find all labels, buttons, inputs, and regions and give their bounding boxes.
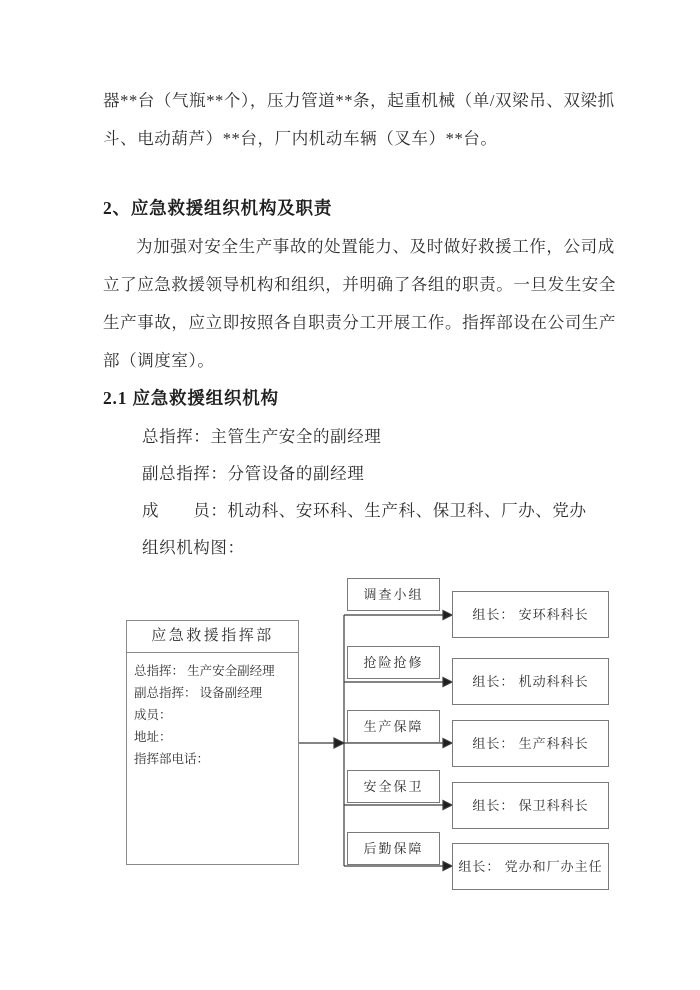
command-box-details (127, 653, 298, 770)
leader-box-production: 组长： 生产科科长 (452, 720, 609, 767)
group-box-production: 生产保障 (347, 710, 440, 743)
arrowhead-icon (443, 611, 452, 620)
leader-box-security: 组长： 保卫科科长 (452, 782, 609, 829)
command-line-deputy: 副总指挥： 设备副经理 (134, 686, 263, 700)
group-box-investigation: 调查小组 (347, 578, 440, 611)
arrowhead-icon (443, 801, 452, 810)
command-line-phone: 指挥部电话： (134, 752, 210, 766)
group-box-security: 安全保卫 (347, 770, 440, 803)
section-heading-responsibilities: 2、应急救援组织机构及职责 (103, 198, 333, 218)
paragraph-line: 器**台（气瓶**个），压力管道**条，起重机械（单/双梁吊、双梁抓 (103, 91, 615, 110)
paragraph-line: 斗、电动葫芦）**台，厂内机动车辆（叉车）**台。 (103, 129, 498, 148)
arrowhead-icon (443, 678, 452, 687)
group-box-rescue-repair: 抢险抢修 (347, 646, 440, 679)
section-heading-org-structure: 2.1 应急救援组织机构 (103, 388, 279, 408)
roster-line-chart-label: 组织机构图： (142, 538, 245, 557)
group-box-logistics: 后勤保障 (347, 832, 440, 865)
arrowhead-icon (443, 862, 452, 871)
leader-box-rescue-repair: 组长： 机动科科长 (452, 658, 609, 705)
command-line-chief: 总指挥： 生产安全副经理 (134, 664, 275, 678)
leader-box-logistics: 组长： 党办和厂办主任 (452, 843, 609, 890)
paragraph-line: 生产事故，应立即按照各自职责分工开展工作。指挥部设在公司生产 (103, 313, 616, 332)
command-line-members: 成员： (134, 708, 172, 722)
command-line-address: 地址： (134, 730, 172, 744)
roster-line-deputy: 副总指挥：分管设备的副经理 (142, 464, 365, 483)
command-box-title: 应急救援指挥部 (127, 621, 298, 653)
leader-box-investigation: 组长： 安环科科长 (452, 591, 609, 638)
paragraph-line: 部（调度室）。 (103, 351, 215, 370)
arrowhead-icon (443, 739, 452, 748)
roster-line-chief: 总指挥：主管生产安全的副经理 (142, 427, 382, 446)
command-headquarters-box (126, 620, 299, 865)
paragraph-line: 立了应急救援领导机构和组织，并明确了各组的职责。一旦发生安全 (103, 275, 616, 294)
paragraph-line: 为加强对安全生产事故的处置能力、及时做好救援工作，公司成 (136, 237, 615, 256)
roster-line-members: 成 员：机动科、安环科、生产科、保卫科、厂办、党办 (142, 501, 587, 520)
arrowhead-icon (334, 738, 344, 748)
